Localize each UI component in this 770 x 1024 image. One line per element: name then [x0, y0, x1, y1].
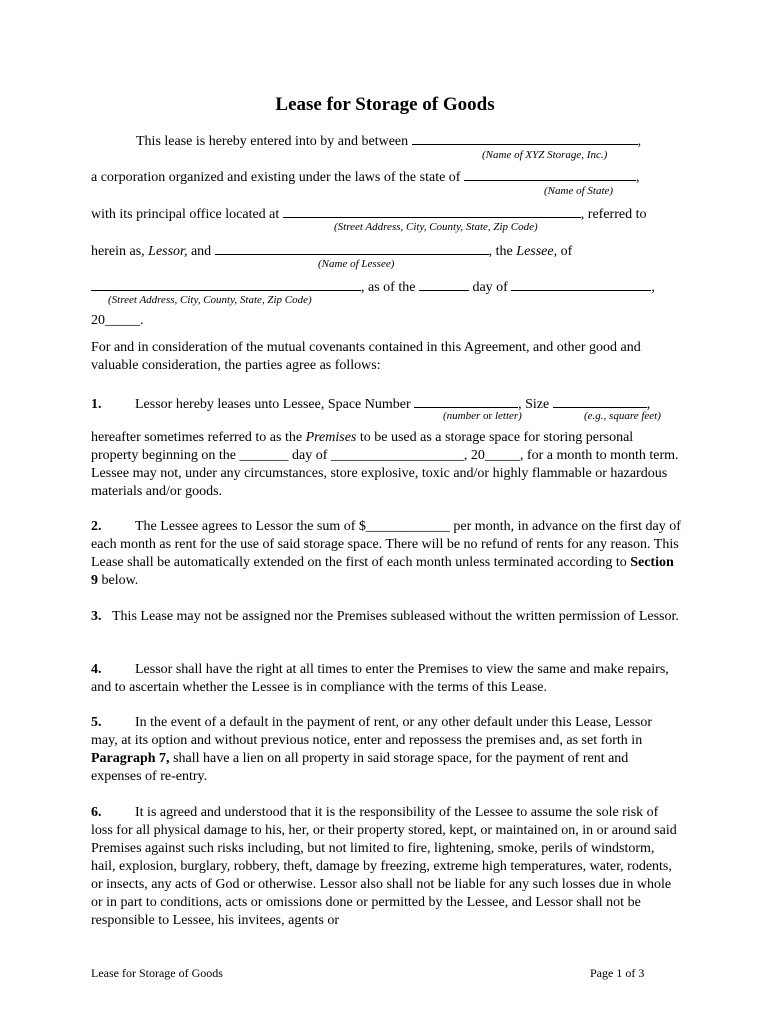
caption-space-size: (e.g., square feet) [584, 410, 661, 422]
caption-company-name: (Name of XYZ Storage, Inc.) [482, 149, 608, 161]
intro-line-3: with its principal office located at , referred to [91, 203, 681, 224]
footer-document-title: Lease for Storage of Goods [91, 966, 223, 980]
caption-lessee-address: (Street Address, City, County, State, Zip Code) [108, 294, 312, 306]
consideration-paragraph: For and in consideration of the mutual covenants contained in this Agreement, and other good and valuable consideration, the parties agree as follows: [91, 340, 641, 373]
section-6-number: 6. [91, 805, 102, 820]
document-title: Lease for Storage of Goods [275, 94, 495, 115]
section-1-line: 1. Lessor hereby leases unto Lessee, Space Number , Size , [91, 393, 681, 414]
section-4-paragraph: 4. Lessor shall have the right at all times to enter the Premises to view the same and make repairs, and to ascertain whether the Lessee is in compliance with the terms of this Lease. [91, 662, 669, 695]
intro-text: This lease is hereby entered into by and between [136, 134, 409, 149]
section-1-body: hereafter sometimes referred to as the Premises to be used as a storage space for storing personal property beginning on the _______ day of ___________________, 20_____, for a month to month term. Lessee may not, under any circumstances, store explosive, toxic and/or highly flammable or hazardous materials and/or goods. [91, 430, 679, 499]
caption-lessee-name: (Name of Lessee) [318, 258, 395, 270]
section-3-number: 3. [91, 609, 102, 624]
intro-line-5: , as of the day of , [91, 276, 681, 297]
caption-space-number: (number or letter) [443, 410, 522, 422]
caption-state: (Name of State) [544, 185, 614, 197]
space-size-blank[interactable] [553, 393, 647, 408]
section-2-paragraph: 2. The Lessee agrees to Lessor the sum of $____________ per month, in advance on the first day of each month as rent for the use of said storage space. There will be no refund of rents for any reason. This Lease shall be automatically extended on the first of each month unless terminated according to Section 9 below. [91, 519, 681, 588]
section-5-number: 5. [91, 715, 102, 730]
section-5-paragraph: 5. In the event of a default in the payment of rent, or any other default under this Lease, Lessor may, at its option and without previous notice, enter and repossess the premises and, as set forth in Paragraph 7, shall have a lien on all property in said storage space, for the payment of rent and expenses of re-entry. [91, 715, 653, 784]
intro-line-1: This lease is hereby entered into by and between , [136, 130, 681, 151]
lessee-address-blank[interactable] [91, 276, 361, 291]
month-blank[interactable] [511, 276, 651, 291]
section-1-number: 1. [91, 397, 102, 412]
section-3-paragraph: 3. This Lease may not be assigned nor the Premises subleased without the written permission of Lessor. [91, 609, 679, 624]
space-number-blank[interactable] [414, 393, 518, 408]
intro-line-2: a corporation organized and existing under the laws of the state of , [91, 166, 681, 187]
section-2-number: 2. [91, 519, 102, 534]
caption-office-address: (Street Address, City, County, State, Zip Code) [334, 221, 538, 233]
intro-year-line: 20_____. [91, 313, 144, 328]
day-blank[interactable] [419, 276, 469, 291]
lessee-name-blank[interactable] [215, 240, 489, 255]
office-address-blank[interactable] [283, 203, 581, 218]
intro-line-4: herein as, Lessor, and , the Lessee, of [91, 240, 681, 261]
storage-company-name-blank[interactable] [412, 130, 638, 145]
state-name-blank[interactable] [464, 166, 636, 181]
section-4-number: 4. [91, 662, 102, 677]
section-6-paragraph: 6. It is agreed and understood that it is the responsibility of the Lessee to assume the sole risk of loss for all physical damage to his, her, or their property stored, kept, or maintained on, in or around said Premises against such risks including, but not limited to fire, lightening, smoke, perils of windstorm, hail, explosion, burglary, robbery, theft, damage by freezing, extreme high temperatures, water, rodents, or insects, any acts of God or otherwise. Lessor also shall not be liable for any such losses due in whole or in part to conditions, acts or omissions done or permitted by the Lessee, and Lessor shall not be responsible to Lessee, his invitees, agents or [91, 805, 677, 928]
footer-page-number: Page 1 of 3 [590, 966, 645, 980]
